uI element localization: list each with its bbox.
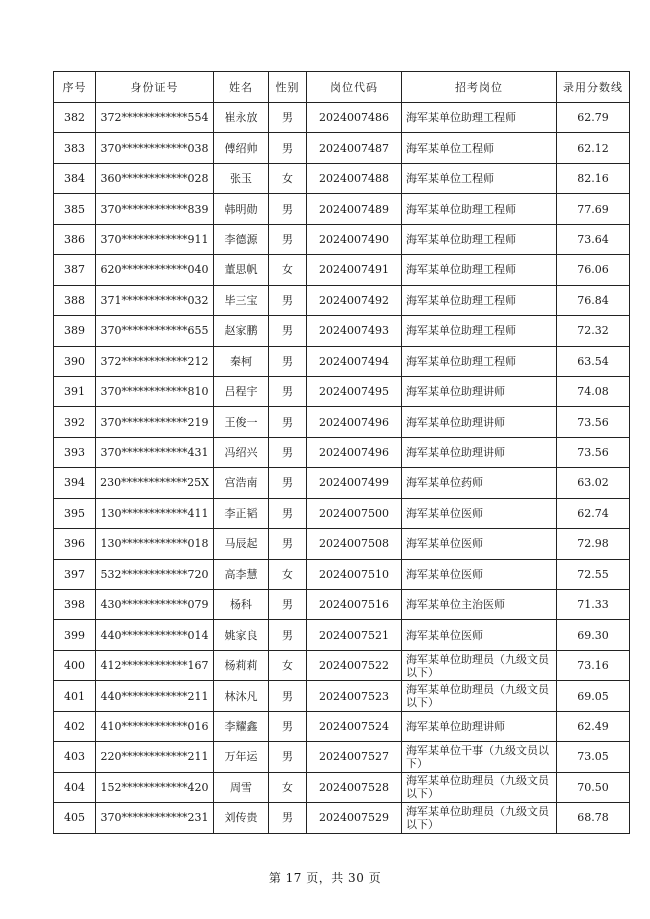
cell-score: 68.78 — [557, 803, 630, 833]
cell-post: 海军某单位助理讲师 — [402, 711, 557, 741]
cell-no: 386 — [54, 224, 96, 254]
cell-post: 海军某单位助理讲师 — [402, 437, 557, 467]
cell-id: 370************431 — [96, 437, 214, 467]
cell-name: 刘传贵 — [214, 803, 269, 833]
cell-code: 2024007499 — [307, 468, 402, 498]
cell-score: 73.64 — [557, 224, 630, 254]
cell-post: 海军某单位药师 — [402, 468, 557, 498]
page-number: 第 17 页，共 30 页 — [268, 871, 382, 885]
cell-gender: 男 — [269, 437, 307, 467]
cell-score: 73.05 — [557, 742, 630, 772]
cell-gender: 男 — [269, 407, 307, 437]
cell-no: 390 — [54, 346, 96, 376]
table-row — [54, 498, 630, 528]
cell-id: 370************839 — [96, 194, 214, 224]
header-no: 序号 — [54, 72, 96, 103]
cell-id: 372************212 — [96, 346, 214, 376]
cell-post: 海军某单位工程师 — [402, 163, 557, 193]
cell-code: 2024007500 — [307, 498, 402, 528]
cell-no: 404 — [54, 772, 96, 802]
cell-score: 77.69 — [557, 194, 630, 224]
table-row — [54, 285, 630, 315]
cell-score: 69.05 — [557, 681, 630, 711]
cell-gender: 男 — [269, 285, 307, 315]
cell-no: 392 — [54, 407, 96, 437]
cell-id: 370************219 — [96, 407, 214, 437]
cell-code: 2024007529 — [307, 803, 402, 833]
cell-score: 62.74 — [557, 498, 630, 528]
cell-id: 152************420 — [96, 772, 214, 802]
cell-score: 63.54 — [557, 346, 630, 376]
cell-name: 张玉 — [214, 163, 269, 193]
cell-gender: 男 — [269, 590, 307, 620]
cell-post: 海军某单位主治医师 — [402, 590, 557, 620]
cell-code: 2024007510 — [307, 559, 402, 589]
cell-id: 130************411 — [96, 498, 214, 528]
cell-gender: 男 — [269, 346, 307, 376]
cell-post: 海军某单位助理员（九级文员以下） — [402, 803, 557, 833]
cell-gender: 男 — [269, 498, 307, 528]
cell-no: 383 — [54, 133, 96, 163]
cell-code: 2024007487 — [307, 133, 402, 163]
table-row — [54, 559, 630, 589]
cell-gender: 男 — [269, 468, 307, 498]
cell-no: 385 — [54, 194, 96, 224]
cell-name: 赵家鹏 — [214, 316, 269, 346]
cell-id: 370************810 — [96, 376, 214, 406]
cell-gender: 女 — [269, 559, 307, 589]
cell-gender: 男 — [269, 133, 307, 163]
cell-score: 62.12 — [557, 133, 630, 163]
cell-no: 384 — [54, 163, 96, 193]
cell-id: 370************655 — [96, 316, 214, 346]
table-row — [54, 437, 630, 467]
cell-id: 360************028 — [96, 163, 214, 193]
cell-name: 崔永放 — [214, 103, 269, 133]
cell-no: 405 — [54, 803, 96, 833]
cell-post: 海军某单位助理工程师 — [402, 224, 557, 254]
table-row — [54, 742, 630, 772]
table-header-row — [54, 72, 630, 103]
header-post: 招考岗位 — [402, 72, 557, 103]
cell-name: 姚家良 — [214, 620, 269, 650]
cell-code: 2024007522 — [307, 650, 402, 680]
cell-id: 412************167 — [96, 650, 214, 680]
cell-no: 389 — [54, 316, 96, 346]
cell-post: 海军某单位医师 — [402, 498, 557, 528]
cell-name: 周雪 — [214, 772, 269, 802]
cell-id: 620************040 — [96, 255, 214, 285]
table-row — [54, 407, 630, 437]
cell-id: 440************014 — [96, 620, 214, 650]
cell-id: 410************016 — [96, 711, 214, 741]
cell-id: 532************720 — [96, 559, 214, 589]
score-table — [53, 71, 630, 834]
cell-name: 王俊一 — [214, 407, 269, 437]
cell-code: 2024007527 — [307, 742, 402, 772]
header-code: 岗位代码 — [307, 72, 402, 103]
cell-score: 62.49 — [557, 711, 630, 741]
cell-no: 393 — [54, 437, 96, 467]
cell-gender: 男 — [269, 681, 307, 711]
cell-name: 宫浩南 — [214, 468, 269, 498]
cell-gender: 男 — [269, 316, 307, 346]
cell-no: 391 — [54, 376, 96, 406]
cell-name: 韩明勋 — [214, 194, 269, 224]
cell-score: 62.79 — [557, 103, 630, 133]
cell-post: 海军某单位医师 — [402, 559, 557, 589]
cell-name: 秦柯 — [214, 346, 269, 376]
cell-name: 高李慧 — [214, 559, 269, 589]
cell-score: 72.32 — [557, 316, 630, 346]
cell-gender: 男 — [269, 103, 307, 133]
cell-gender: 男 — [269, 194, 307, 224]
cell-score: 72.98 — [557, 529, 630, 559]
cell-no: 388 — [54, 285, 96, 315]
table-row — [54, 316, 630, 346]
cell-code: 2024007528 — [307, 772, 402, 802]
cell-post: 海军某单位助理员（九级文员以下） — [402, 681, 557, 711]
cell-post: 海军某单位助理员（九级文员以下） — [402, 772, 557, 802]
cell-no: 403 — [54, 742, 96, 772]
cell-code: 2024007490 — [307, 224, 402, 254]
table-row — [54, 772, 630, 802]
cell-code: 2024007493 — [307, 316, 402, 346]
cell-name: 杨科 — [214, 590, 269, 620]
cell-gender: 男 — [269, 742, 307, 772]
cell-gender: 男 — [269, 376, 307, 406]
cell-id: 230************25X — [96, 468, 214, 498]
cell-id: 371************032 — [96, 285, 214, 315]
table-row — [54, 103, 630, 133]
cell-post: 海军某单位助理工程师 — [402, 316, 557, 346]
cell-no: 396 — [54, 529, 96, 559]
cell-no: 382 — [54, 103, 96, 133]
cell-score: 74.08 — [557, 376, 630, 406]
cell-post: 海军某单位助理工程师 — [402, 103, 557, 133]
cell-code: 2024007508 — [307, 529, 402, 559]
header-id: 身份证号 — [96, 72, 214, 103]
cell-score: 82.16 — [557, 163, 630, 193]
cell-post: 海军某单位助理员（九级文员以下） — [402, 650, 557, 680]
table-row — [54, 194, 630, 224]
table-row — [54, 650, 630, 680]
cell-no: 402 — [54, 711, 96, 741]
table-row — [54, 803, 630, 833]
cell-post: 海军某单位助理工程师 — [402, 285, 557, 315]
cell-score: 69.30 — [557, 620, 630, 650]
cell-no: 401 — [54, 681, 96, 711]
cell-name: 董思帆 — [214, 255, 269, 285]
cell-score: 76.06 — [557, 255, 630, 285]
cell-code: 2024007496 — [307, 437, 402, 467]
cell-id: 370************038 — [96, 133, 214, 163]
cell-name: 杨莉莉 — [214, 650, 269, 680]
cell-name: 李正韬 — [214, 498, 269, 528]
cell-score: 73.56 — [557, 407, 630, 437]
cell-no: 394 — [54, 468, 96, 498]
table-row — [54, 224, 630, 254]
cell-gender: 女 — [269, 163, 307, 193]
table-row — [54, 529, 630, 559]
table-row — [54, 590, 630, 620]
cell-score: 73.16 — [557, 650, 630, 680]
cell-name: 傅绍帅 — [214, 133, 269, 163]
cell-code: 2024007494 — [307, 346, 402, 376]
cell-name: 万年运 — [214, 742, 269, 772]
cell-code: 2024007523 — [307, 681, 402, 711]
cell-post: 海军某单位助理讲师 — [402, 407, 557, 437]
cell-score: 72.55 — [557, 559, 630, 589]
table-row — [54, 133, 630, 163]
cell-code: 2024007496 — [307, 407, 402, 437]
cell-code: 2024007492 — [307, 285, 402, 315]
cell-score: 76.84 — [557, 285, 630, 315]
cell-post: 海军某单位医师 — [402, 529, 557, 559]
table-row — [54, 376, 630, 406]
cell-no: 400 — [54, 650, 96, 680]
cell-no: 395 — [54, 498, 96, 528]
cell-post: 海军某单位助理工程师 — [402, 194, 557, 224]
cell-no: 399 — [54, 620, 96, 650]
cell-name: 毕三宝 — [214, 285, 269, 315]
cell-code: 2024007491 — [307, 255, 402, 285]
table-row — [54, 468, 630, 498]
cell-post: 海军某单位助理工程师 — [402, 346, 557, 376]
table-row — [54, 711, 630, 741]
cell-name: 冯绍兴 — [214, 437, 269, 467]
cell-score: 73.56 — [557, 437, 630, 467]
cell-score: 70.50 — [557, 772, 630, 802]
cell-name: 李德源 — [214, 224, 269, 254]
cell-name: 马辰起 — [214, 529, 269, 559]
cell-code: 2024007495 — [307, 376, 402, 406]
cell-gender: 男 — [269, 620, 307, 650]
cell-code: 2024007489 — [307, 194, 402, 224]
cell-id: 370************911 — [96, 224, 214, 254]
cell-score: 71.33 — [557, 590, 630, 620]
cell-no: 398 — [54, 590, 96, 620]
header-gender: 性别 — [269, 72, 307, 103]
cell-name: 林沐凡 — [214, 681, 269, 711]
cell-id: 220************211 — [96, 742, 214, 772]
cell-id: 370************231 — [96, 803, 214, 833]
cell-gender: 女 — [269, 772, 307, 802]
cell-score: 63.02 — [557, 468, 630, 498]
table-row — [54, 163, 630, 193]
cell-id: 130************018 — [96, 529, 214, 559]
table-body — [54, 103, 630, 834]
table-row — [54, 681, 630, 711]
cell-gender: 女 — [269, 255, 307, 285]
cell-post: 海军某单位干事（九级文员以下） — [402, 742, 557, 772]
cell-id: 372************554 — [96, 103, 214, 133]
cell-code: 2024007524 — [307, 711, 402, 741]
cell-id: 440************211 — [96, 681, 214, 711]
cell-name: 李耀鑫 — [214, 711, 269, 741]
cell-post: 海军某单位助理工程师 — [402, 255, 557, 285]
header-score: 录用分数线 — [557, 72, 630, 103]
cell-gender: 女 — [269, 650, 307, 680]
table-row — [54, 620, 630, 650]
cell-post: 海军某单位医师 — [402, 620, 557, 650]
cell-code: 2024007521 — [307, 620, 402, 650]
cell-code: 2024007486 — [307, 103, 402, 133]
cell-gender: 男 — [269, 803, 307, 833]
table-row — [54, 346, 630, 376]
cell-code: 2024007516 — [307, 590, 402, 620]
cell-name: 吕程宇 — [214, 376, 269, 406]
cell-code: 2024007488 — [307, 163, 402, 193]
cell-id: 430************079 — [96, 590, 214, 620]
header-name: 姓名 — [214, 72, 269, 103]
cell-no: 387 — [54, 255, 96, 285]
cell-gender: 男 — [269, 224, 307, 254]
table-row — [54, 255, 630, 285]
cell-gender: 男 — [269, 529, 307, 559]
cell-no: 397 — [54, 559, 96, 589]
cell-post: 海军某单位助理讲师 — [402, 376, 557, 406]
cell-gender: 男 — [269, 711, 307, 741]
cell-post: 海军某单位工程师 — [402, 133, 557, 163]
